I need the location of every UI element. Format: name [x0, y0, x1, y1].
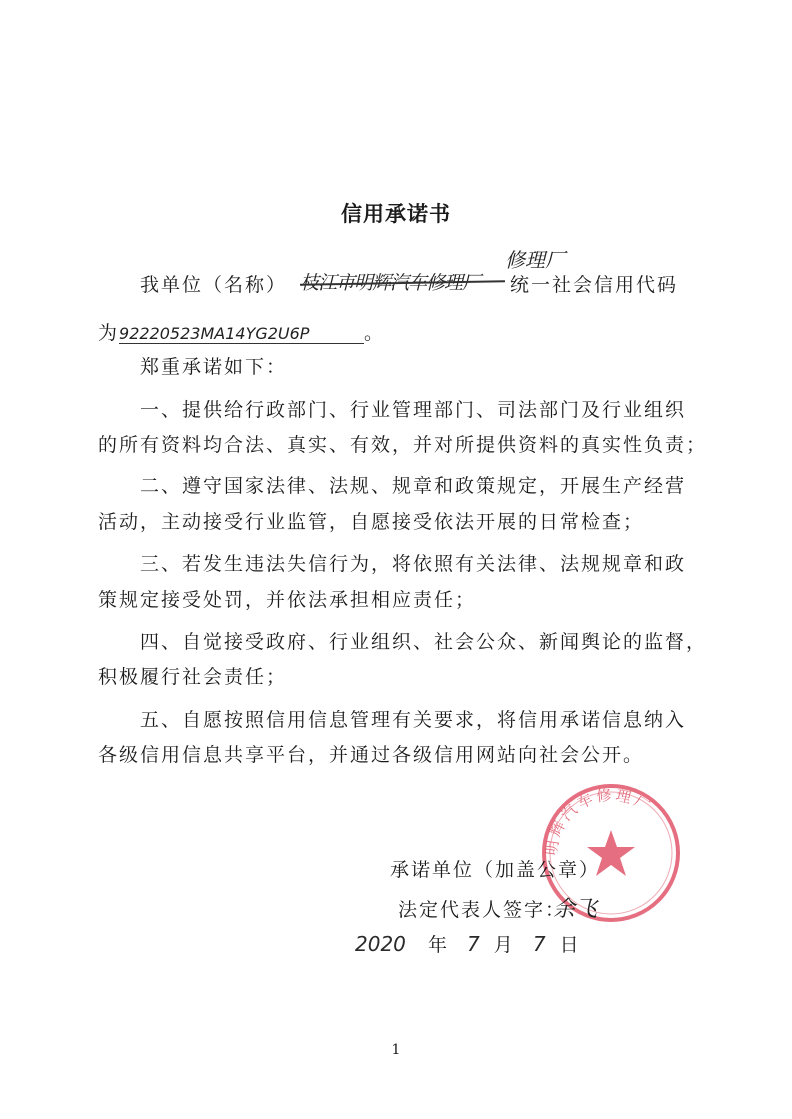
item-2-line-2: 活动，主动接受行业监管，自愿接受依法开展的日常检查；: [98, 511, 645, 533]
code-prefix: 为: [98, 322, 120, 344]
date-month-unit: 月: [493, 934, 515, 956]
intro-prefix: 我单位（名称）: [140, 274, 288, 296]
seal-text: 明辉汽车修理厂: [542, 785, 656, 857]
legal-rep-label: 法定代表人签字：: [398, 899, 567, 921]
company-name-tail: 修理厂: [505, 248, 565, 272]
item-4-line-1: 四、自觉接受政府、行业组织、社会公众、新闻舆论的监督，: [140, 631, 708, 653]
code-suffix: 。: [364, 322, 386, 344]
item-3-line-2: 策规定接受处罚，并依法承担相应责任；: [98, 589, 477, 611]
date-year-unit: 年: [427, 934, 449, 956]
item-1-line-2: 的所有资料均合法、真实、有效，并对所提供资料的真实性负责；: [98, 434, 708, 456]
company-name-handwritten: 枝江市明辉汽车修理厂: [300, 268, 505, 298]
item-5-line-1: 五、自愿按照信用信息管理有关要求，将信用承诺信息纳入: [140, 709, 687, 731]
document-title: 信用承诺书: [341, 201, 451, 226]
date-day: 7: [532, 932, 546, 956]
page-number: 1: [391, 1042, 401, 1058]
legal-rep-signature: 余飞: [553, 897, 598, 922]
item-4-line-2: 积极履行社会责任；: [98, 666, 288, 688]
intro-suffix: 统一社会信用代码: [510, 274, 679, 296]
date-month: 7: [467, 932, 480, 956]
date-year: 2020: [355, 932, 406, 956]
credit-code-line: [98, 318, 385, 345]
item-5-line-2: 各级信用信息共享平台，并通过各级信用网站向社会公开。: [98, 744, 645, 766]
credit-code-value: 92220523MA14YG2U6P: [119, 324, 364, 344]
intro-line: [140, 270, 287, 297]
svg-text:明辉汽车修理厂: [542, 786, 655, 857]
date-day-unit: 日: [559, 934, 581, 956]
item-3-line-1: 三、若发生违法失信行为，将依照有关法律、法规规章和政: [140, 553, 687, 575]
signing-date: [355, 930, 581, 957]
item-2-line-1: 二、遵守国家法律、法规、规章和政策规定，开展生产经营: [140, 475, 687, 497]
signer-unit-label: 承诺单位（加盖公章）: [390, 859, 601, 881]
promise-intro: 郑重承诺如下：: [140, 356, 288, 378]
item-1-line-1: 一、提供给行政部门、行业管理部门、司法部门及行业组织: [140, 399, 687, 421]
